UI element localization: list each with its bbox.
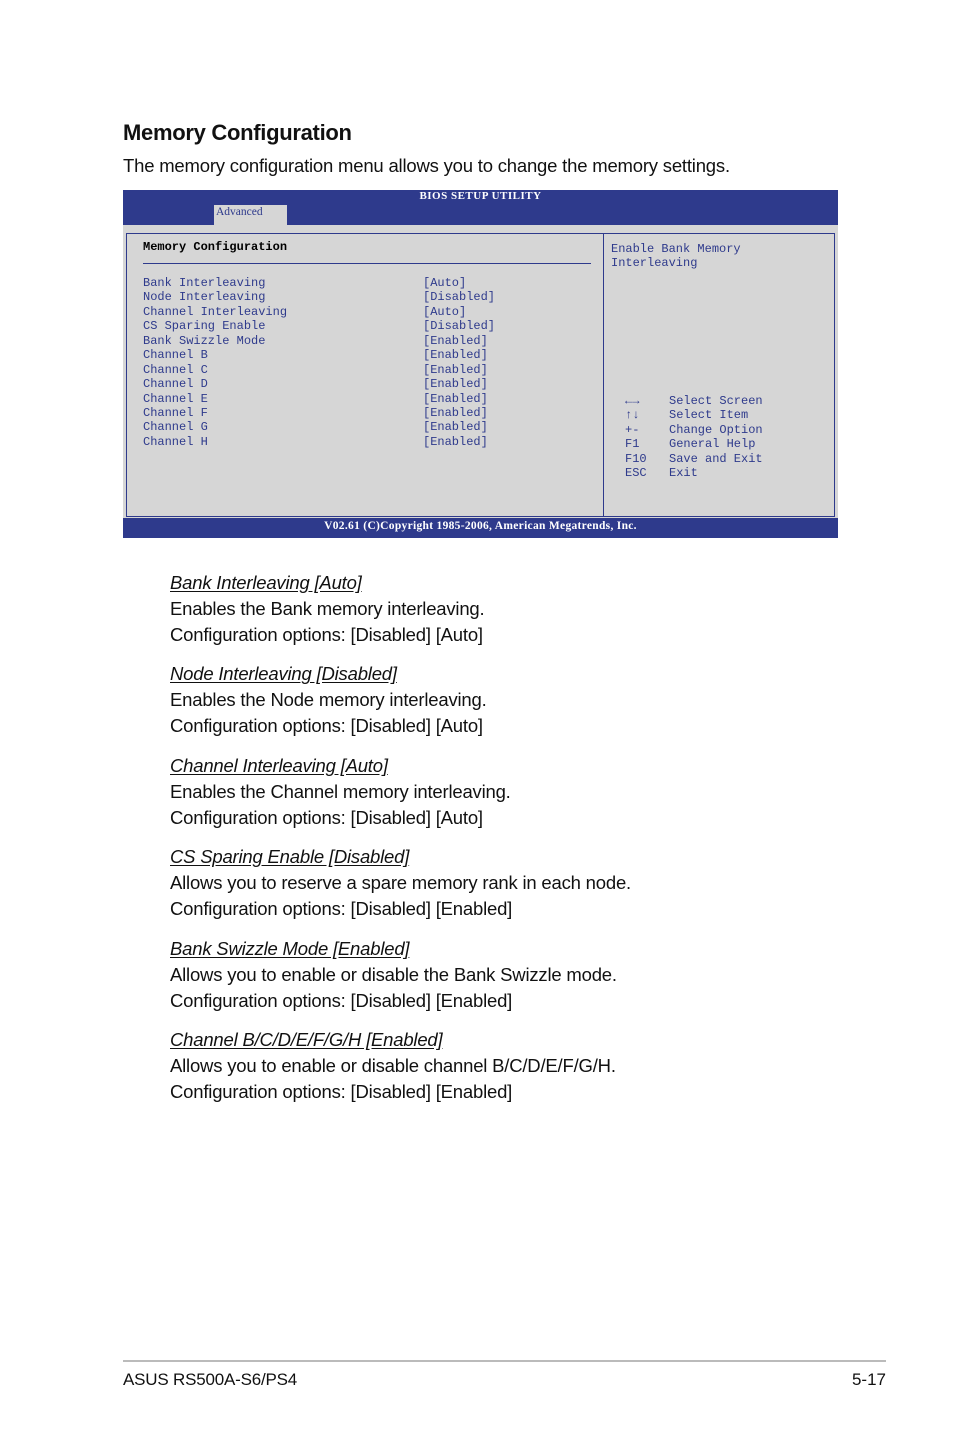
setting-value[interactable]: [Enabled] — [423, 420, 488, 435]
setting-channel-b[interactable] — [143, 348, 593, 362]
setting-value[interactable]: [Enabled] — [423, 434, 488, 449]
setting-value[interactable]: [Enabled] — [423, 405, 488, 420]
key-legend — [625, 394, 825, 480]
setting-cs-sparing-enable[interactable] — [143, 319, 593, 333]
key-desc: Change Option — [669, 422, 763, 437]
setting-label: Channel D — [143, 377, 208, 392]
key-desc: Exit — [669, 465, 698, 480]
left-right-arrow-icon: ←→ — [625, 394, 640, 408]
desc-line: Enables the Channel memory interleaving. — [170, 780, 511, 802]
setting-label: Bank Swizzle Mode — [143, 333, 266, 348]
key-desc: Select Screen — [669, 394, 763, 408]
desc-line: Enables the Bank memory interleaving. — [170, 598, 485, 619]
setting-channel-h[interactable] — [143, 435, 593, 449]
setting-bank-interleaving[interactable] — [143, 276, 593, 290]
desc-line: Configuration options: [Disabled] [Auto] — [170, 806, 483, 828]
desc-line: Configuration options: [Disabled] [Auto] — [170, 624, 483, 645]
page-title: Memory Configuration — [123, 120, 352, 145]
desc-channel-interleaving — [170, 753, 850, 844]
key-desc: Save and Exit — [669, 451, 763, 466]
desc-line: Allows you to enable or disable channel B/C/D/E/F/G/H. — [170, 1054, 616, 1076]
intro-text: The memory configuration menu allows you to change the memory settings. — [123, 155, 730, 176]
desc-bank-interleaving — [170, 570, 850, 661]
key-desc: General Help — [669, 437, 756, 452]
setting-channel-interleaving[interactable] — [143, 305, 593, 319]
option-descriptions — [170, 570, 850, 1118]
desc-title: Bank Swizzle Mode [Enabled] — [170, 937, 410, 959]
desc-bank-swizzle-mode — [170, 936, 850, 1027]
setting-value[interactable]: [Disabled] — [423, 290, 496, 305]
desc-title: CS Sparing Enable [Disabled] — [170, 846, 410, 868]
section-rule — [143, 263, 591, 264]
key-desc: Select Item — [669, 408, 749, 423]
setting-value[interactable]: [Disabled] — [423, 319, 496, 334]
bios-settings-list — [143, 276, 593, 449]
desc-title: Channel Interleaving [Auto] — [170, 754, 388, 776]
setting-channel-f[interactable] — [143, 406, 593, 420]
bios-header-bar — [123, 190, 838, 225]
setting-value[interactable]: [Enabled] — [423, 391, 488, 406]
bios-section-title: Memory Configuration — [143, 240, 288, 254]
desc-line: Configuration options: [Disabled] [Auto] — [170, 715, 483, 737]
footer-rule — [123, 1360, 886, 1362]
setting-label: Channel H — [143, 434, 208, 449]
key-name: +- — [625, 422, 640, 437]
key-change-option — [625, 423, 825, 437]
key-general-help — [625, 437, 825, 451]
desc-cs-sparing-enable — [170, 844, 850, 935]
setting-label: Channel F — [143, 405, 208, 420]
desc-title: Bank Interleaving [Auto] — [170, 572, 362, 593]
setting-value[interactable]: [Auto] — [423, 276, 467, 290]
setting-channel-g[interactable] — [143, 420, 593, 434]
key-name: F10 — [625, 451, 647, 466]
up-down-arrow-icon: ↑↓ — [625, 408, 640, 423]
footer-product-name: ASUS RS500A-S6/PS4 — [123, 1370, 298, 1389]
desc-line: Allows you to reserve a spare memory rank in each node. — [170, 872, 631, 894]
setting-label: CS Sparing Enable — [143, 319, 266, 334]
setting-label: Channel B — [143, 348, 208, 363]
desc-line: Enables the Node memory interleaving. — [170, 689, 487, 711]
key-name: F1 — [625, 437, 640, 452]
desc-title: Node Interleaving [Disabled] — [170, 663, 397, 685]
setting-channel-c[interactable] — [143, 363, 593, 377]
setting-channel-e[interactable] — [143, 392, 593, 406]
tab-advanced[interactable]: Advanced — [214, 205, 287, 225]
panel-divider — [603, 234, 604, 516]
desc-node-interleaving — [170, 661, 850, 752]
setting-value[interactable]: [Enabled] — [423, 377, 488, 392]
setting-value[interactable]: [Enabled] — [423, 362, 488, 377]
bios-screenshot — [123, 190, 838, 538]
setting-bank-swizzle-mode[interactable] — [143, 334, 593, 348]
bios-copyright-bar: V02.61 (C)Copyright 1985-2006, American Megatrends, Inc. — [123, 518, 838, 538]
desc-channels — [170, 1027, 850, 1118]
setting-channel-d[interactable] — [143, 377, 593, 391]
setting-value[interactable]: [Auto] — [423, 304, 467, 319]
help-line: Interleaving — [611, 256, 698, 270]
help-text — [611, 242, 821, 270]
setting-label: Node Interleaving — [143, 290, 266, 305]
setting-node-interleaving[interactable] — [143, 290, 593, 304]
desc-line: Configuration options: [Disabled] [Enabled] — [170, 989, 513, 1011]
desc-line: Allows you to enable or disable the Bank Swizzle mode. — [170, 963, 617, 985]
key-exit — [625, 466, 825, 480]
setting-value[interactable]: [Enabled] — [423, 348, 488, 363]
key-save-exit — [625, 452, 825, 466]
desc-line: Configuration options: [Disabled] [Enabled] — [170, 898, 513, 920]
desc-line: Configuration options: [Disabled] [Enabled] — [170, 1080, 513, 1102]
bios-title: BIOS SETUP UTILITY — [419, 190, 542, 202]
setting-label: Channel C — [143, 362, 208, 377]
key-select-item — [625, 408, 825, 422]
setting-label: Bank Interleaving — [143, 276, 266, 290]
bios-main-panel — [126, 233, 835, 517]
help-line: Enable Bank Memory — [611, 242, 741, 256]
setting-label: Channel Interleaving — [143, 304, 288, 319]
setting-label: Channel G — [143, 420, 208, 435]
key-name: ESC — [625, 465, 647, 480]
footer-page-number: 5-17 — [851, 1370, 886, 1389]
key-select-screen — [625, 394, 825, 408]
setting-value[interactable]: [Enabled] — [423, 333, 488, 348]
desc-title: Channel B/C/D/E/F/G/H [Enabled] — [170, 1028, 443, 1050]
setting-label: Channel E — [143, 391, 208, 406]
